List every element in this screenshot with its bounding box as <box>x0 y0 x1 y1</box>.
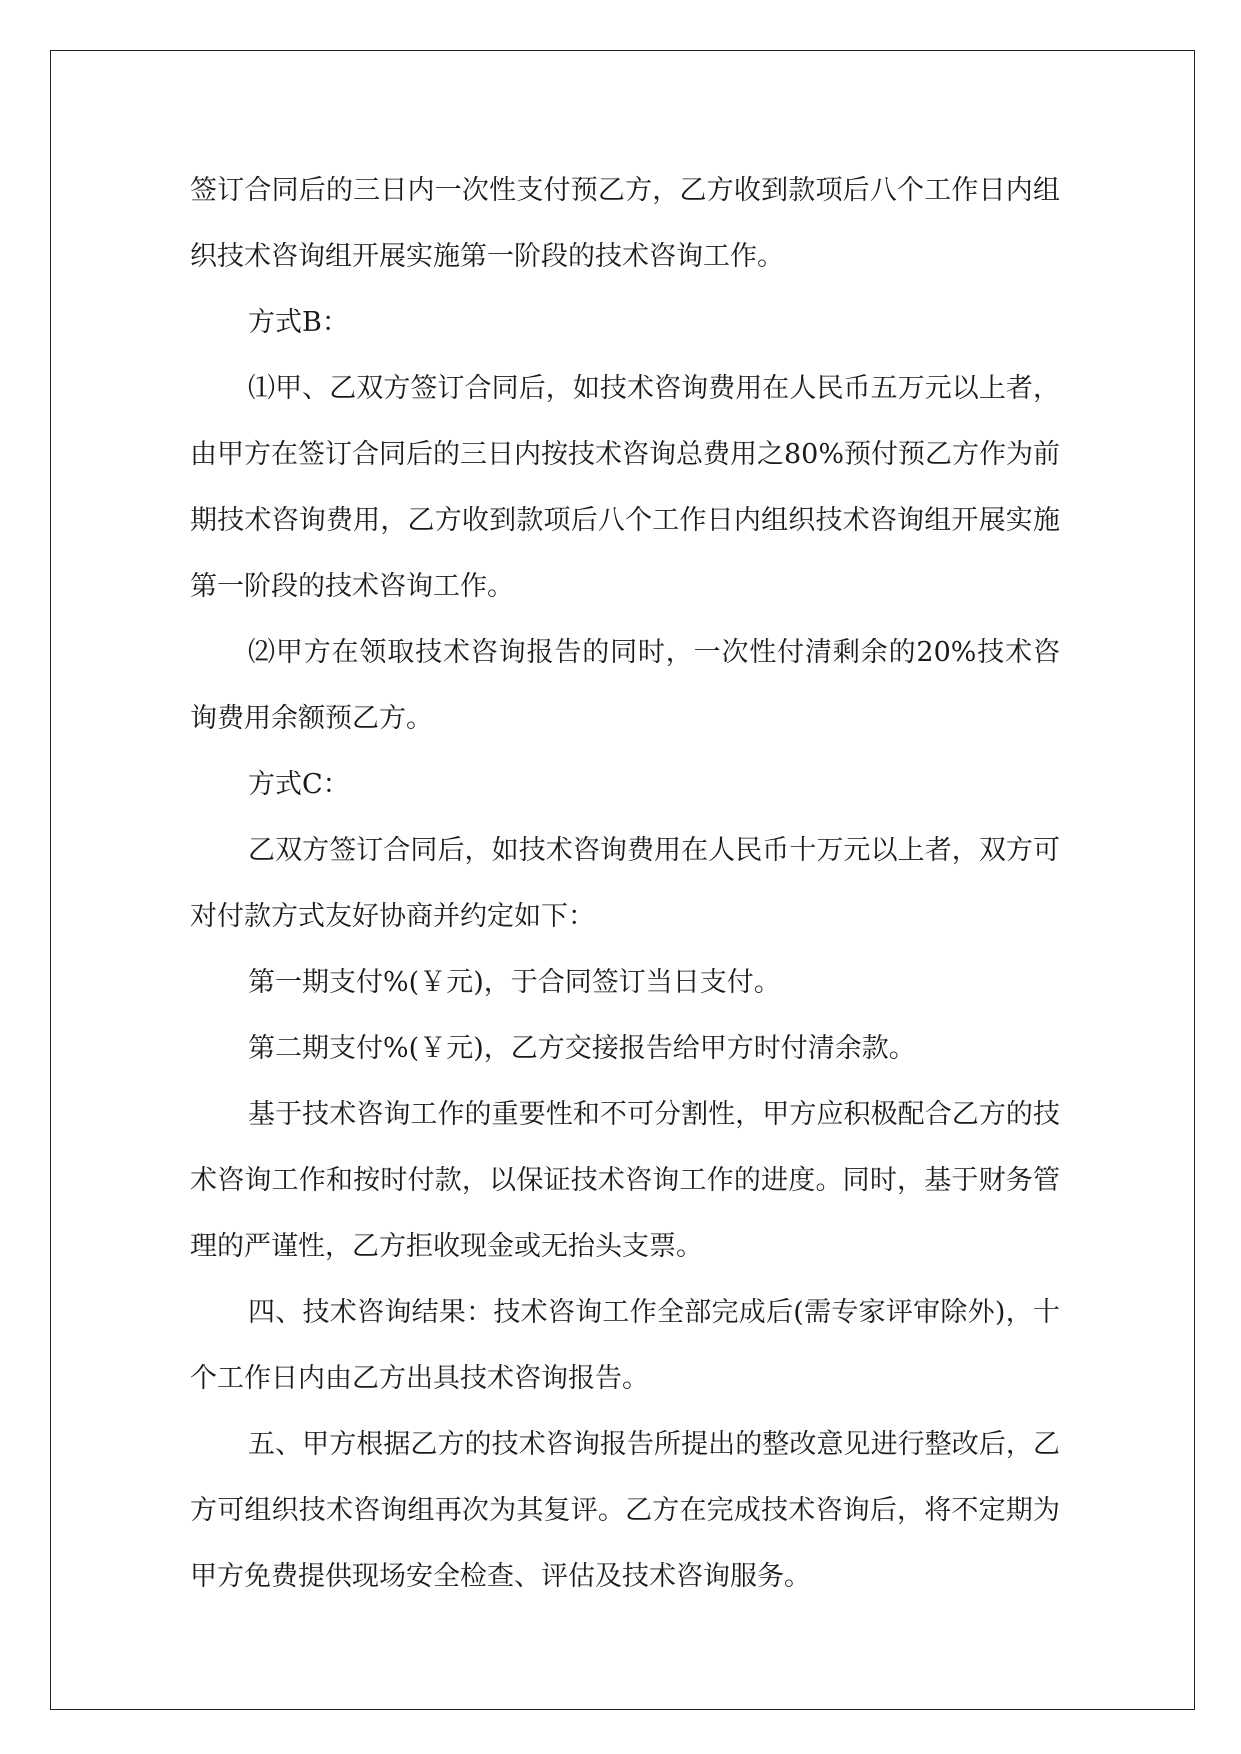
paragraph-method-b-item-1: ⑴甲、乙双方签订合同后，如技术咨询费用在人民币五万元以上者，由甲方在签订合同后的三日内按技术咨询总费用之80%预付预乙方作为前期技术咨询费用，乙方收到款项后八个工作日内组织技术咨询组开展实施第一阶段的技术咨询工作。 <box>190 373 1061 602</box>
paragraph-method-c-intro: 乙双方签订合同后，如技术咨询费用在人民币十万元以上者，双方可对付款方式友好协商并约定如下： <box>190 835 1060 932</box>
paragraph-method-b-item-2: ⑵甲方在领取技术咨询报告的同时，一次性付清剩余的20%技术咨询费用余额预乙方。 <box>190 637 1060 734</box>
paragraph-first-installment: 第一期支付%(￥元)，于合同签订当日支付。 <box>248 967 781 998</box>
paragraph-payment-method-a-continued: 签订合同后的三日内一次性支付预乙方，乙方收到款项后八个工作日内组织技术咨询组开展实施第一阶段的技术咨询工作。 <box>190 175 1060 272</box>
paragraph-method-c-heading: 方式C： <box>248 769 350 800</box>
paragraph-section-four-results: 四、技术咨询结果：技术咨询工作全部完成后(需专家评审除外)，十个工作日内由乙方出具技术咨询报告。 <box>190 1297 1060 1394</box>
document-body <box>190 158 1060 1610</box>
paragraph-second-installment: 第二期支付%(￥元)，乙方交接报告给甲方时付清余款。 <box>248 1033 916 1064</box>
paragraph-section-five-review: 五、甲方根据乙方的技术咨询报告所提出的整改意见进行整改后，乙方可组织技术咨询组再次为其复评。乙方在完成技术咨询后，将不定期为甲方免费提供现场安全检查、评估及技术咨询服务。 <box>190 1429 1060 1592</box>
paragraph-method-b-heading: 方式B： <box>248 307 349 338</box>
paragraph-cooperation-clause: 基于技术咨询工作的重要性和不可分割性，甲方应积极配合乙方的技术咨询工作和按时付款，以保证技术咨询工作的进度。同时，基于财务管理的严谨性，乙方拒收现金或无抬头支票。 <box>190 1099 1060 1262</box>
